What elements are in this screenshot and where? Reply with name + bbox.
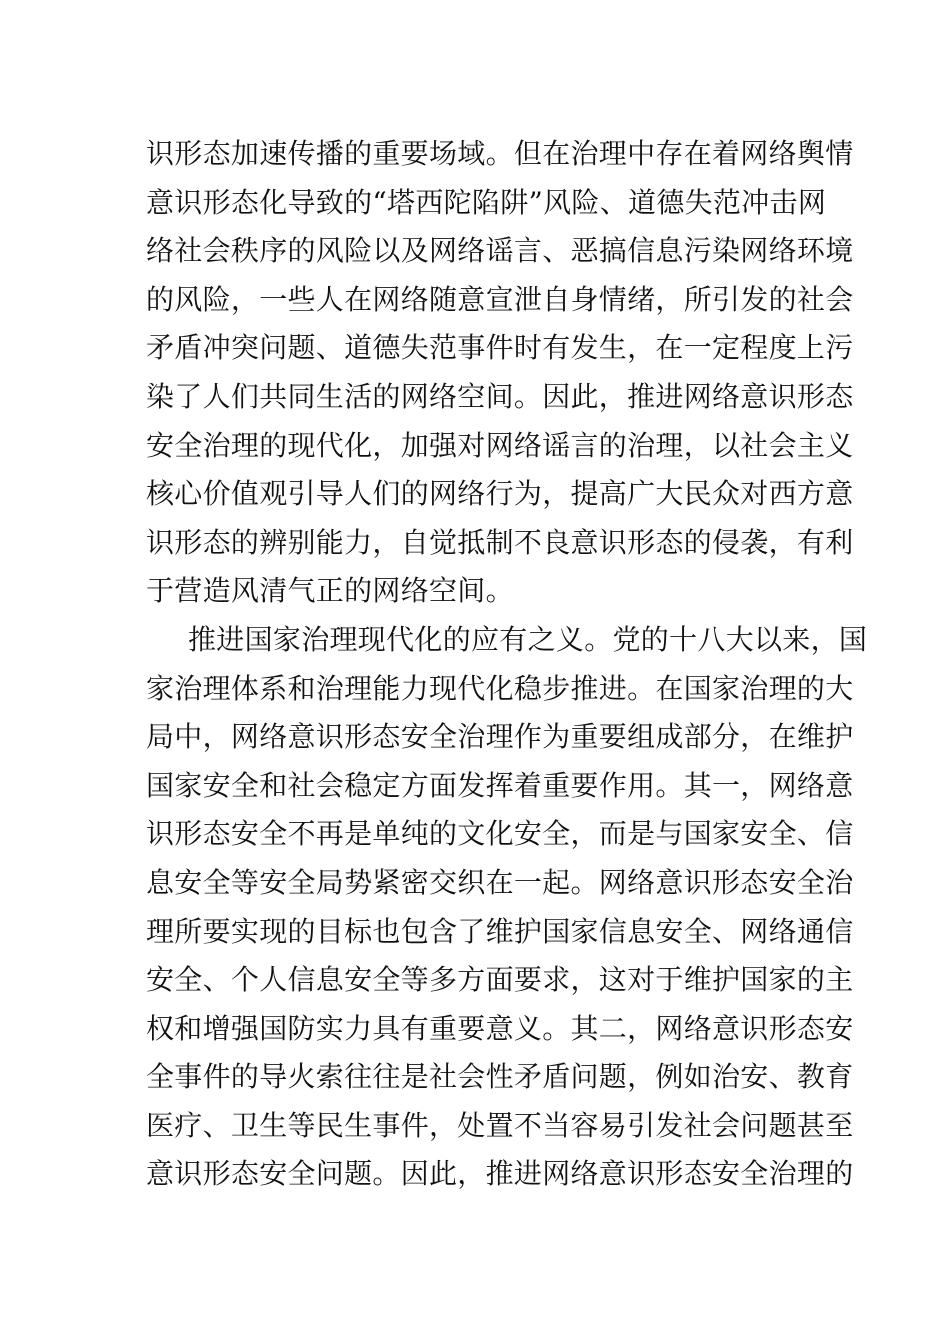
text-line: 国家安全和社会稳定方面发挥着重要作用。其一，网络意 xyxy=(146,768,854,802)
text-line: 的风险，一些人在网络随意宣泄自身情绪，所引发的社会 xyxy=(146,282,854,316)
text-line: 核心价值观引导人们的网络行为，提高广大民众对西方意 xyxy=(146,477,854,511)
paragraph-start-line: 推进国家治理现代化的应有之义。党的十八大以来，国 xyxy=(188,622,868,656)
text-line: 意识形态化导致的“塔西陀陷阱”风险、道德失范冲击网 xyxy=(146,185,827,219)
text-line: 局中，网络意识形态安全治理作为重要组成部分，在维护 xyxy=(146,720,854,754)
text-line: 染了人们共同生活的网络空间。因此，推进网络意识形态 xyxy=(146,379,854,413)
text-line: 络社会秩序的风险以及网络谣言、恶搞信息污染网络环境 xyxy=(146,234,854,268)
text-line: 权和增强国防实力具有重要意义。其二，网络意识形态安 xyxy=(146,1011,854,1045)
text-line: 矛盾冲突问题、道德失范事件时有发生，在一定程度上污 xyxy=(146,331,854,365)
text-line: 识形态安全不再是单纯的文化安全，而是与国家安全、信 xyxy=(146,817,854,851)
text-line: 于营造风清气正的网络空间。 xyxy=(146,574,514,608)
text-line: 安全、个人信息安全等多方面要求，这对于维护国家的主 xyxy=(146,963,854,997)
text-line: 意识形态安全问题。因此，推进网络意识形态安全治理的 xyxy=(146,1157,854,1191)
text-line: 医疗、卫生等民生事件，处置不当容易引发社会问题甚至 xyxy=(146,1108,854,1142)
text-line: 家治理体系和治理能力现代化稳步推进。在国家治理的大 xyxy=(146,671,854,705)
text-line: 识形态加速传播的重要场域。但在治理中存在着网络舆情 xyxy=(146,137,854,170)
body-text xyxy=(146,130,868,1199)
text-line: 识形态的辨别能力，自觉抵制不良意识形态的侵袭，有利 xyxy=(146,525,854,559)
text-line: 安全治理的现代化，加强对网络谣言的治理，以社会主义 xyxy=(146,428,854,462)
text-line: 息安全等安全局势紧密交织在一起。网络意识形态安全治 xyxy=(146,865,854,899)
text-line: 理所要实现的目标也包含了维护国家信息安全、网络通信 xyxy=(146,914,854,948)
text-line: 全事件的导火索往往是社会性矛盾问题，例如治安、教育 xyxy=(146,1060,854,1094)
